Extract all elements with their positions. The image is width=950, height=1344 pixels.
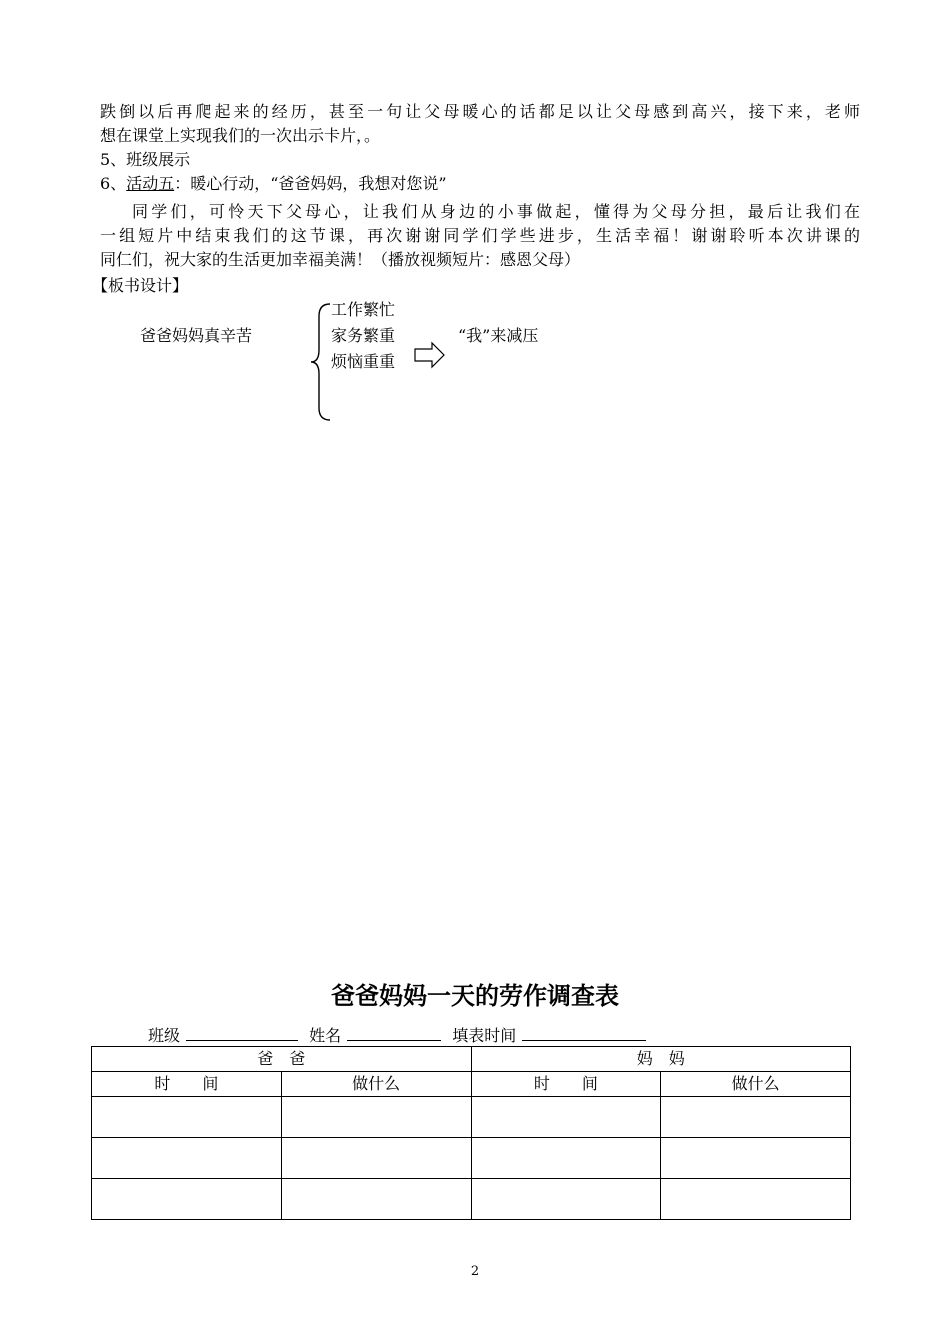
page-number: 2 [470,1264,480,1279]
table-cell[interactable] [281,1097,471,1138]
paragraph-line: 同学们，可怜天下父母心，让我们从身边的小事做起，懂得为父母分担，最后让我们在 [132,202,860,221]
date-blank[interactable] [522,1022,646,1041]
table-subheader-row [92,1072,851,1097]
mom-what-header: 做什么 [661,1072,851,1097]
table-header-row [92,1047,851,1072]
class-blank[interactable] [186,1022,298,1041]
board-design-heading: 【板书设计】 [92,276,189,295]
list-item-6 [100,172,860,196]
list-item-5: 5、班级展示 [100,150,191,169]
survey-table [91,1046,851,1220]
mom-time-header: 时 间 [471,1072,661,1097]
paragraph-line: 一组短片中结束我们的这节课，再次谢谢同学们学些进步，生活幸福！谢谢聆听本次讲课的 [100,226,860,245]
class-label: 班级 [148,1026,181,1045]
date-label: 填表时间 [452,1026,517,1045]
activity-text: ：暖心行动，“爸爸妈妈，我想对您说” [174,174,447,193]
table-cell[interactable] [661,1097,851,1138]
activity-label: 活动五 [126,174,175,193]
table-cell[interactable] [92,1138,282,1179]
dad-what-header: 做什么 [281,1072,471,1097]
survey-title: 爸爸妈妈一天的劳作调查表 [331,982,619,1010]
name-blank[interactable] [347,1022,441,1041]
board-item: 烦恼重重 [331,352,396,371]
board-right-text: “我”来减压 [458,326,539,345]
name-label: 姓名 [309,1026,342,1045]
board-item: 家务繁重 [331,326,396,345]
table-row [92,1097,851,1138]
table-cell[interactable] [661,1138,851,1179]
table-cell[interactable] [92,1097,282,1138]
table-row [92,1138,851,1179]
item-number: 6、 [100,174,127,193]
dad-header: 爸 爸 [92,1047,472,1072]
paragraph-line: 同仁们，祝大家的生活更加幸福美满！（播放视频短片：感恩父母） [100,250,581,269]
survey-form-fields [148,1022,652,1048]
table-cell[interactable] [661,1179,851,1220]
arrow-right-icon [413,340,447,370]
paragraph-line: 想在课堂上实现我们的一次出示卡片，。 [100,126,381,145]
board-left-text: 爸爸妈妈真辛苦 [140,326,253,345]
table-cell[interactable] [471,1097,661,1138]
paragraph-line: 跌倒以后再爬起来的经历，甚至一句让父母暖心的话都足以让父母感到高兴，接下来，老师 [100,102,860,121]
dad-time-header: 时 间 [92,1072,282,1097]
table-cell[interactable] [281,1179,471,1220]
board-item: 工作繁忙 [331,300,396,319]
mom-header: 妈 妈 [471,1047,851,1072]
table-row [92,1179,851,1220]
table-cell[interactable] [471,1138,661,1179]
table-cell[interactable] [471,1179,661,1220]
table-cell[interactable] [92,1179,282,1220]
table-cell[interactable] [281,1138,471,1179]
